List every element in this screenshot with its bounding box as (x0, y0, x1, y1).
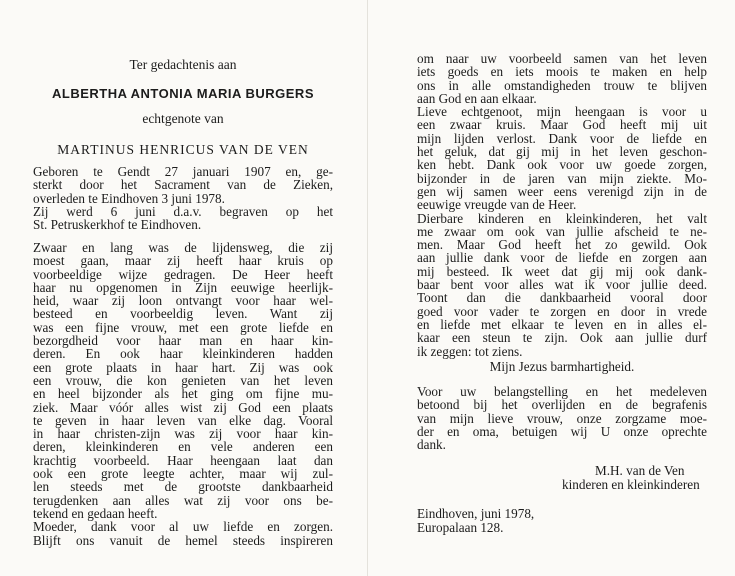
text-line: Toont dan die dankbaarheid vooral door (417, 290, 707, 306)
text-line: dank. (417, 437, 446, 453)
text-line: baar bent voor alles wat ik voor jullie deed. (417, 277, 707, 293)
text-line: kaar een steun te zijn. Ook aan jullie durf (417, 330, 707, 346)
text-line: Lieve echtgenoot, mijn heengaan is voor u (417, 104, 707, 120)
text-line: Geboren te Gendt 27 januari 1907 en, ge- (33, 164, 333, 179)
text-line: me zwaar om ook van jullie afscheid te ne- (417, 223, 707, 239)
text-line: was een fijne vrouw, met een grote liefde en (33, 319, 333, 335)
text-line: Voor uw belangstelling en het medeleven (417, 384, 707, 399)
text-line: Moeder, dank voor al uw liefde en zorgen. (33, 519, 333, 535)
text-line: een vrouw, die kon genieten van het leven (33, 372, 333, 388)
biography-paragraph (33, 165, 333, 231)
text-line: der en oma, betuigen wij U onze oprechte (417, 423, 707, 439)
text-line: men. Maar God heeft het zo gewild. Ook (417, 237, 707, 253)
text-line: ken hebt. Dank ook voor uw goede zorgen, (417, 157, 707, 173)
text-line: krachtig voorbeeld. Haar heengaan laat dan (33, 452, 333, 468)
text-line: een grote plaats in haar hart. Zij was ook (33, 359, 333, 375)
text-line: besteed en voorbeeldig leven. Want zij (33, 306, 333, 322)
text-line: Zij werd 6 juni d.a.v. begraven op het (33, 203, 333, 219)
text-line: iets goeds en iets moois te maken en help (417, 64, 707, 80)
text-line: heid, waar zij loon ontvangt voor haar wel- (33, 293, 333, 309)
text-line: mijn lijden verlost. Dank voor de liefde en (417, 130, 707, 146)
address: Europalaan 128. (417, 520, 504, 535)
text-line: eeuwige vreugde van de Heer. (417, 197, 577, 213)
text-line: bijzonder in de jaren van mijn ziekte. Mo- (417, 170, 707, 186)
text-line: ziek. Maar vóór alles wist zij God een plaats (33, 399, 333, 415)
text-line: ook een grote leegte achter, maar wij zul- (33, 466, 333, 482)
relation-text: echtgenote van (142, 111, 224, 126)
text-line: van mijn lieve vrouw, onze zorgzame moe- (417, 410, 707, 426)
text-line: terugdenken aan alles wat zij voor ons be- (33, 492, 333, 508)
text-line: betoond bij het overlijden en de begrafenis (417, 397, 707, 413)
text-line: bezorgdheid voor haar man en haar kin- (33, 333, 333, 349)
text-line: te geven in haar leven van elke dag. Vooral (33, 412, 333, 428)
text-line: en liefde met elkaar te leven en in alles el- (417, 316, 707, 332)
text-line: in haar christen-zijn was zij voor haar kin- (33, 426, 333, 442)
text-line: mij besteed. Ik weet dat gij mij ook dank- (417, 263, 707, 279)
text-line: deren, kleinkinderen en vele anderen een (33, 439, 333, 455)
signature-family: kinderen en kleinkinderen (562, 477, 700, 492)
text-line: een zwaar kruis. Maar God heeft mij uit (417, 117, 707, 133)
text-line: ik zeggen: tot ziens. (417, 343, 523, 359)
thanks-paragraph (417, 385, 707, 451)
text-line: aan God en aan elkaar. (417, 90, 537, 106)
text-line: overleden te Eindhoven 3 juni 1978. (33, 190, 225, 206)
text-line: haar nu opgenomen in Zijn eeuwige heerlijk- (33, 279, 333, 295)
text-line: en heel bijzonder als het ging om fijne mu- (33, 386, 333, 402)
text-line: gen wij samen weer eens verenigd zijn in de (417, 183, 707, 199)
text-line: tekend en gedaan heeft. (33, 505, 158, 521)
text-line: het geluk, dat gij mij in het leven geschon- (417, 144, 707, 160)
text-line: deren. En ook haar kleinkinderen hadden (33, 346, 333, 362)
text-line: moest gaan, maar zij heeft haar kruis op (33, 253, 333, 269)
text-line: Blijft ons vanuit de hemel steeds inspireren (33, 532, 333, 548)
in-memory-heading: Ter gedachtenis aan (129, 57, 237, 72)
text-line: voorbeeldige wijze gedragen. De Heer heeft (33, 266, 333, 282)
signature-name: M.H. van de Ven (595, 463, 685, 478)
text-line: Dierbare kinderen en kleinkinderen, het valt (417, 210, 707, 226)
place-date: Eindhoven, juni 1978, (417, 506, 535, 521)
fold-line (367, 0, 368, 576)
text-line: St. Petruskerkhof te Eindhoven. (33, 217, 202, 233)
text-line: ons in alle omstandigheden trouw te blijven (417, 77, 707, 93)
text-line: len steeds met de grootste dankbaarheid (33, 479, 333, 495)
deceased-name: ALBERTHA ANTONIA MARIA BURGERS (52, 86, 314, 101)
text-line: aan jullie dank voor de liefde en zorgen aan (417, 250, 707, 266)
farewell-paragraph (417, 52, 707, 358)
eulogy-paragraph (33, 241, 333, 547)
spouse-name: MARTINUS HENRICUS VAN DE VEN (57, 142, 309, 157)
text-line: Zwaar en lang was de lijdensweg, die zij (33, 240, 333, 255)
text-line: om naar uw voorbeeld samen van het leven (417, 51, 707, 66)
text-line: goed voor vader te zorgen en door in vrede (417, 303, 707, 319)
text-line: sterkt door het Sacrament van de Zieken, (33, 177, 333, 193)
prayer-line: Mijn Jezus barmhartigheid. (489, 359, 635, 374)
